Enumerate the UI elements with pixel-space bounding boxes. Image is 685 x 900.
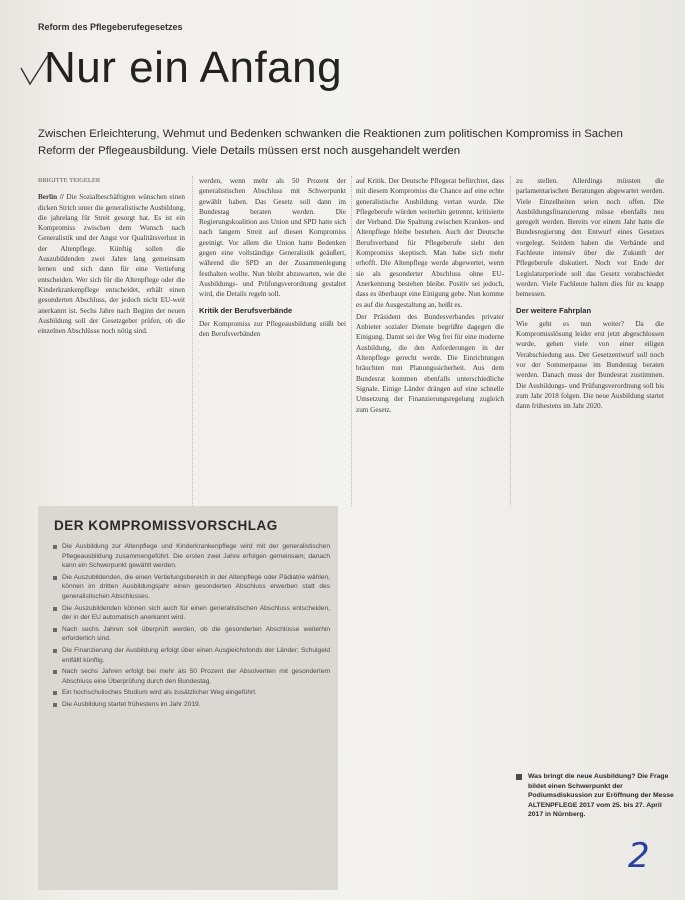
- dateline: Berlin //: [38, 193, 64, 202]
- info-box-list: [52, 542, 330, 712]
- article-paragraph: Der Präsident des Bundesverbandes privater Anbieter sozialer Dienste begrüßte dagegen die Einigung. Damit sei der Weg frei für eine moderne Ausbildung, die den Anforderungen in der Altenpflege gerecht werde. Die Einrichtungen bräuchten nun Planungssicherheit. Aus dem Bundesrat kommen ebenfalls unterschiedliche Signale. Einige Länder drängen auf eine schnelle Umsetzung der Finanzierungsregelung zugleich zum Gesetz.: [356, 312, 504, 414]
- info-box-title: DER KOMPROMISSVORSCHLAG: [54, 518, 278, 533]
- article-paragraph: werden, wenn mehr als 50 Prozent der generalistischen Abschluss mit Schwerpunkt gewählt haben. Das Gesetz soll dann im Bundestag beraten werden. Die Regierungskoalition aus Union und SPD hatte sich nach langem Streit auf diesen Kompromiss geeinigt. Vor allem die Union hatte Bedenken gegen eine vollständige Generalistik geäußert, während die SPD an der Zusammenlegung festhalten wollte. Nun bleibt abzuwarten, wie die Ausbildungs- und Prüfungsverordnung gestaltet wird, die Details regeln soll.: [199, 177, 346, 299]
- article-column-3: [356, 176, 504, 417]
- subheading: Kritik der Berufsverbände: [199, 305, 293, 315]
- list-item: Die Auszubildenden, die einen Vertiefungsbereich in der Altenpflege oder Pädiatrie wählen, können im dritten Ausbildungsjahr einen gesonderten Abschluss erwerben statt des generalistischen Abschlusses.: [52, 573, 330, 602]
- handwritten-page-mark: 2: [628, 836, 650, 876]
- list-item: Nach sechs Jahren erfolgt bei mehr als 50 Prozent der Absolventen mit gesondertem Abschluss eine Überprüfung durch den Bundestag.: [52, 667, 330, 686]
- byline: BRIGITTE TEIGELER: [38, 177, 101, 184]
- event-note: [516, 772, 678, 820]
- article-paragraph: Wie geht es nun weiter? Da die Kompromisslösung leider erst jetzt abgeschlossen wurde, gehen viele von einer eiligen Verabschiedung aus. Der Gesetzentwurf soll noch vor der Sommerpause im Bundestag beraten werden. Danach muss der Bundesrat zustimmen. Die Ausbildungs- und Prüfungsverordnung soll bis zum Jahr 2018 folgen. Die neue Ausbildung startet dann frühestens im Jahr 2020.: [516, 319, 664, 411]
- article-paragraph: auf Kritik. Der Deutsche Pflegerat befürchtet, dass mit diesem Kompromiss die Chance auf eine echte generalistische Ausbildung vertan wurde. Die Pflegeberufe würden weiterhin getrennt, kritisierte der Verband. Die Spaltung zwischen Kranken- und Altenpflege bleibe bestehen. Auch der Deutsche Berufsverband für Pflegeberufe sieht den Kompromiss skeptisch. Man habe sich mehr erhofft. Die Altenpflege werde abgewertet, wenn sie als gesonderter Abschluss ohne EU-Anerkennung bestehen bleibe. Positiv sei jedoch, dass es überhaupt eine Einigung gebe. Nun komme es auf die Ausgestaltung an, heißt es.: [356, 177, 504, 309]
- list-item: Die Ausbildung startet frühestens im Jahr 2019.: [52, 700, 330, 710]
- column-divider: [192, 176, 193, 506]
- subheading: Der weitere Fahrplan: [516, 305, 592, 315]
- event-note-text: Was bringt die neue Ausbildung? Die Frage bildet einen Schwerpunkt der Podiumsdiskussion zur Eröffnung der Messe ALTENPFLEGE 2017 vom 25. bis 27. April 2017 in Nürnberg.: [528, 773, 674, 819]
- lead-paragraph: Zwischen Erleichterung, Wehmut und Bedenken schwanken die Reaktionen zum politischen Kompromiss in Sachen Reform der Pflegeausbildung. Viele Details müssen erst noch ausgehandelt werden: [38, 128, 623, 157]
- square-bullet-icon: [516, 774, 522, 780]
- list-item: Die Finanzierung der Ausbildung erfolgt über einen Ausgleichsfonds der Länder; Schulgeld entfällt künftig.: [52, 646, 330, 665]
- column-divider: [351, 176, 352, 506]
- article-paragraph: Der Kompromiss zur Pflegeausbildung stößt bei den Berufsverbänden: [199, 319, 346, 339]
- section-label: Reform des Pflegeberufegesetzes: [38, 22, 183, 32]
- list-item: Die Ausbildung zur Altenpflege und Kinderkrankenpflege wird mit der generalistischen Pflegeausbildung zusammengeführt. Die ersten zwei Jahre erfolgen gemeinsam; danach kann ein Schwerpunkt gewählt werden.: [52, 542, 330, 571]
- article-column-2: [199, 176, 346, 341]
- list-item: Nach sechs Jahren soll überprüft werden, ob die gesonderten Abschlüsse weiterhin erforderlich sind.: [52, 625, 330, 644]
- page-title: Nur ein Anfang: [44, 43, 343, 92]
- article-paragraph: [38, 192, 185, 336]
- list-item: Ein hochschulisches Studium wird als zusätzlicher Weg eingeführt.: [52, 688, 330, 698]
- article-column-1: [38, 176, 185, 338]
- column-divider: [510, 176, 511, 506]
- article-paragraph: zu stellen. Allerdings müssten die parlamentarischen Beratungen abgewartet werden. Viele Einzelheiten seien noch offen. Die Ausbildungsfinanzierung müsse ebenfalls neu geregelt werden. Bereits vor einem Jahr hatte die Bundesregierung den Entwurf eines Gesetzes vorgelegt. Seitdem haben die Verbände und Fachleute intensiv über die Zukunft der Pflegeberufe diskutiert. Noch vor Ende der Legislaturperiode soll das Gesetz verabschiedet werden. Viele Fachleute halten dies für zu knapp bemessen.: [516, 177, 664, 299]
- article-column-4: [516, 176, 664, 414]
- article-text: Die Sozialbeschäftigten wünschen einen dicken Strich unter die generalistische Ausbildung, die jahrelang für Streit gesorgt hat. Es ist ein Kompromiss zwischen dem Wunsch nach Generalistik und der Angst vor Qualitätsverlust in der Altenpflege. Künftig sollen die Auszubildenden zwei Jahre lang gemeinsam lernen und sich dann für eine Vertiefung entscheiden. Wer sich für die Altenpflege oder die Kinderkrankenpflege entscheidet, erhält einen gesonderten Abschluss, der jedoch nicht EU-weit anerkannt ist. Sechs Jahre nach Beginn der neuen Ausbildung soll der Gesetzgeber prüfen, ob die einzelnen Abschlüsse noch nötig sind.: [38, 193, 185, 336]
- list-item: Die Auszubildenden können sich auch für einen generalistischen Abschluss entscheiden, der in der EU automatisch anerkannt wird.: [52, 604, 330, 623]
- info-box: [38, 506, 338, 890]
